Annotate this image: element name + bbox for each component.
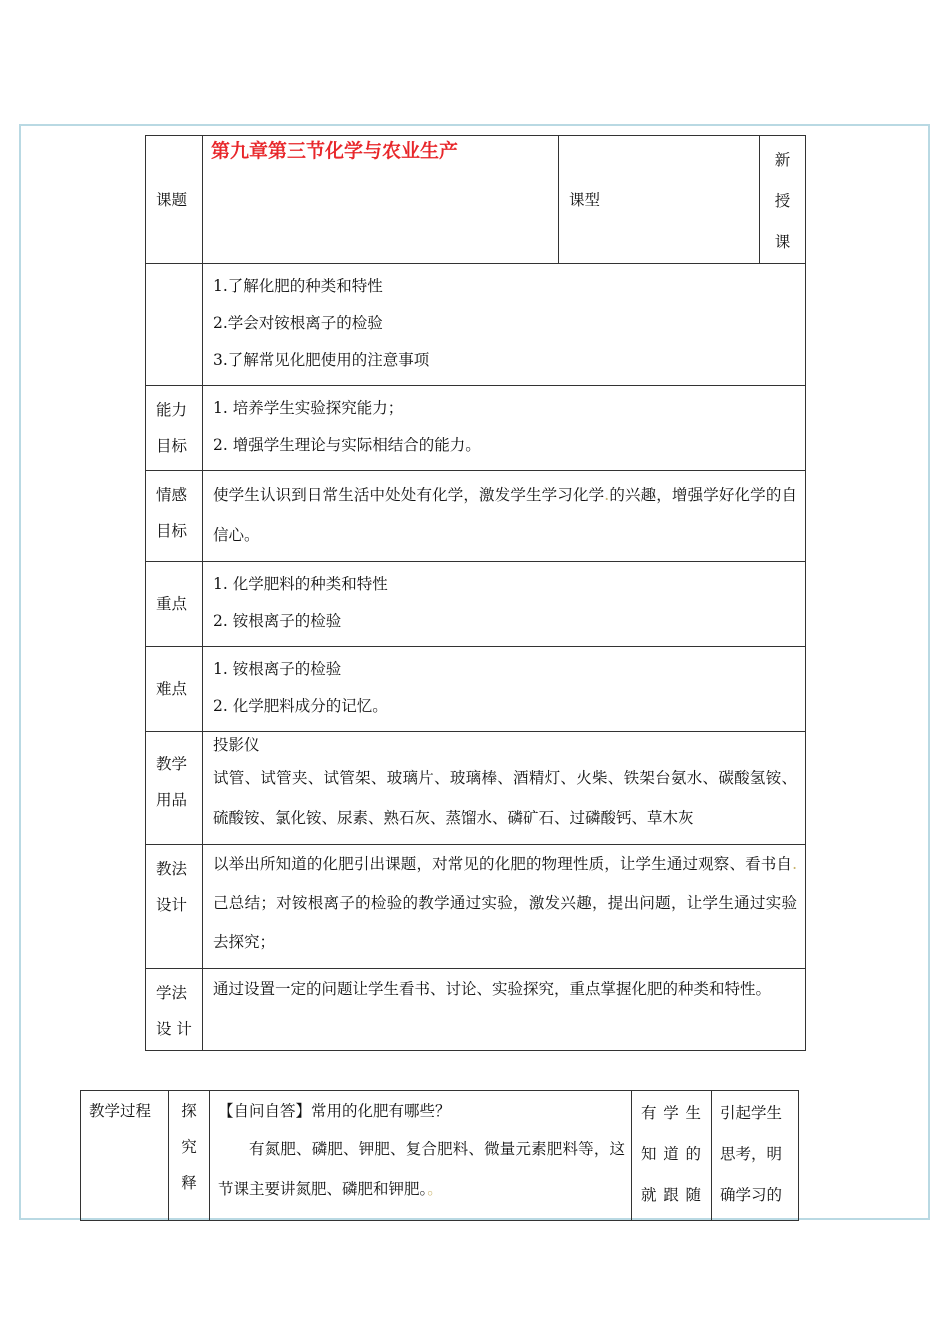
emotion-row [146, 471, 806, 562]
key-points [203, 562, 806, 647]
ability-row [146, 386, 806, 471]
key-points-row [146, 562, 806, 647]
list-item: 1. 铵根离子的检验 [213, 660, 342, 678]
difficulties [203, 647, 806, 732]
lesson-type: 新 授 课 [760, 136, 806, 264]
lesson-title: 第九章第三节化学与农业生产 [203, 136, 559, 264]
ability-label: 能力 目标 [146, 386, 203, 471]
list-item: 1.了解化肥的种类和特性 [213, 277, 383, 295]
emotion-goal: 使学生认识到日常生活中处处有化学，激发学生学习化学.的兴趣，增强学好化学的自信心。 [203, 471, 806, 562]
teaching-method: 以举出所知道的化肥引出课题，对常见的化肥的物理性质，让学生通过观察、看书自.己总结；对铵根离子的检验的教学通过实验，激发兴趣，提出问题，让学生通过实验去探究； [203, 845, 806, 969]
difficulties-row [146, 647, 806, 732]
process-row [81, 1091, 799, 1221]
supplies-label: 教学 用品 [146, 732, 203, 845]
list-item: 1. 化学肥料的种类和特性 [213, 575, 388, 593]
process-content [210, 1091, 632, 1221]
list-item: 2. 增强学生理论与实际相结合的能力。 [213, 436, 481, 454]
process-stage: 探 究 释 [169, 1091, 210, 1221]
teaching-method-label: 教法 设计 [146, 845, 203, 969]
teaching-supplies: 投影仪 试管、试管夹、试管架、玻璃片、玻璃棒、酒精灯、火柴、铁架台氨水、碳酸氢铵、硫酸铵、氯化铵、尿素、熟石灰、蒸馏水、磷矿石、过磷酸钙、草木灰 [203, 732, 806, 845]
learning-method-label: 学法 设 计 [146, 969, 203, 1051]
lesson-plan-table [145, 135, 806, 1051]
list-item: 1. 培养学生实验探究能力； [213, 399, 404, 417]
knowledge-label [146, 264, 203, 386]
question: 【自问自答】常用的化肥有哪些？ [218, 1102, 451, 1120]
teaching-method-row [146, 845, 806, 969]
difficulties-label: 难点 [146, 647, 203, 732]
process-label: 教学过程 [81, 1091, 169, 1221]
list-item: 2. 铵根离子的检验 [213, 612, 342, 630]
knowledge-goals [203, 264, 806, 386]
type-label: 课型 [559, 136, 760, 264]
process-table [80, 1090, 799, 1221]
supplies-row [146, 732, 806, 845]
topic-row [146, 136, 806, 264]
key-points-label: 重点 [146, 562, 203, 647]
student-activity: 有学生 知道的 就跟随 [632, 1091, 712, 1221]
learning-method-row [146, 969, 806, 1051]
answer: 有氮肥、磷肥、钾肥、复合肥料、微量元素肥料等，这节课主要讲氮肥、磷肥和钾肥。。 [218, 1140, 625, 1198]
learning-method: 通过设置一定的问题让学生看书、讨论、实验探究，重点掌握化肥的种类和特性。 [203, 969, 806, 1051]
topic-label: 课题 [146, 136, 203, 264]
design-purpose: 引起学生 思考，明 确学习的 [712, 1091, 799, 1221]
knowledge-row [146, 264, 806, 386]
list-item: 2.学会对铵根离子的检验 [213, 314, 383, 332]
list-item: 3.了解常见化肥使用的注意事项 [213, 351, 430, 369]
ability-goals [203, 386, 806, 471]
list-item: 2. 化学肥料成分的记忆。 [213, 697, 388, 715]
emotion-label: 情感 目标 [146, 471, 203, 562]
